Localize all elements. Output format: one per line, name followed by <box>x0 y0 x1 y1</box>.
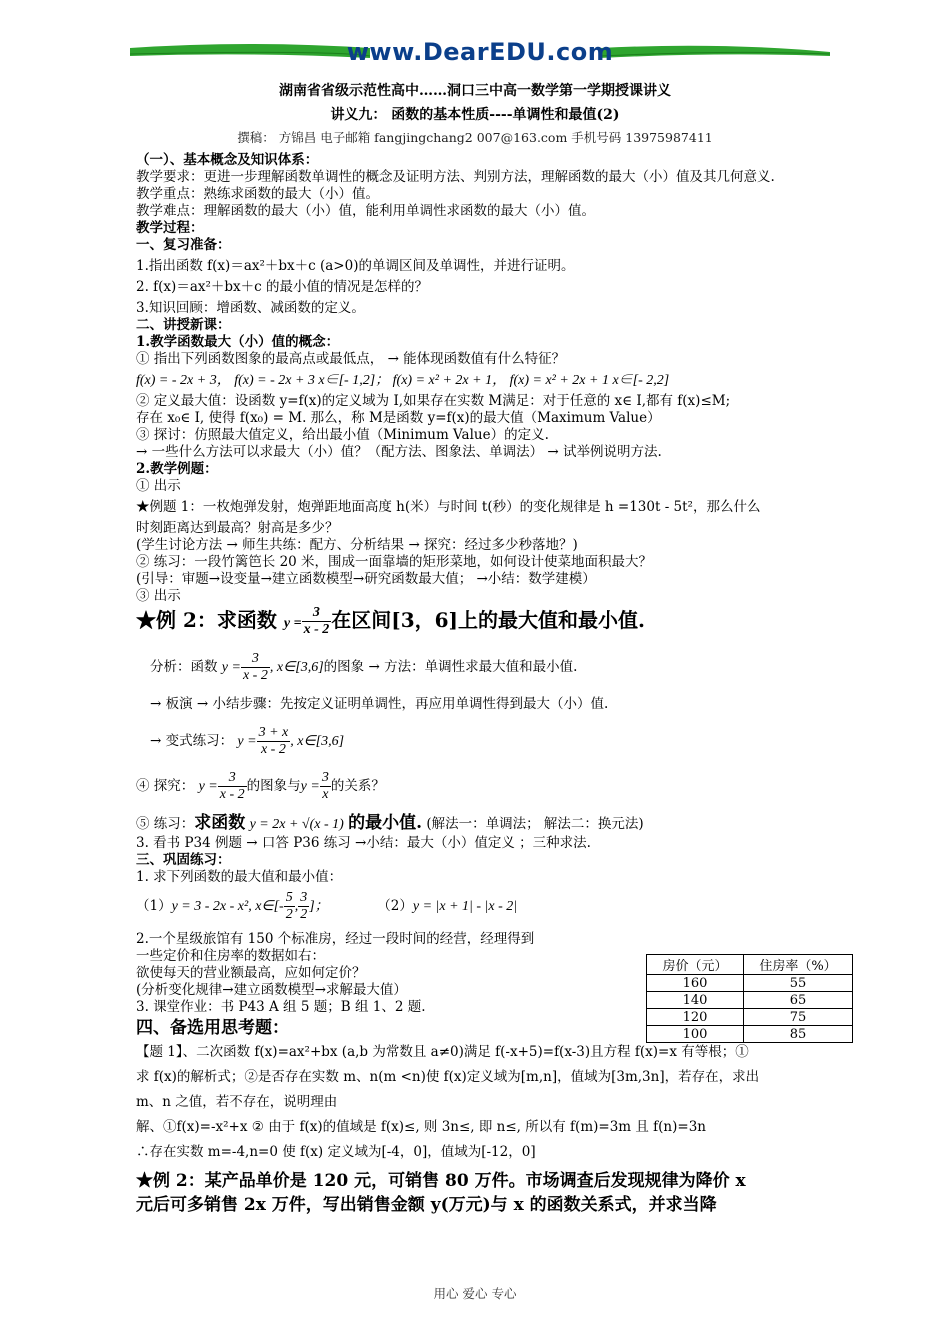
price-occupancy-table <box>646 954 853 1043</box>
question-1-line-2: 求 f(x)的解析式；②是否存在实数 m、n(m <n)使 f(x)定义域为[m,n]，值域为[3m,3n]，若存在，求出 <box>136 1069 760 1085</box>
variant-practice-line: → 变式练习： y = $\frac{3 + x}{x - 2}$ , x∈[3,6] <box>150 725 345 757</box>
header-author: 撰稿： 方锦昌 电子邮箱 fangjingchang2 007@163.com 手机号码 13975987411 <box>237 130 713 145</box>
section-heading: （一）、基本概念及知识体系： <box>136 152 319 168</box>
concept-formulas: f(x) = - 2x + 3， f(x) = - 2x + 3 x∈[- 1,2]； f(x) = x² + 2x + 1， f(x) = x² + 2x + 1 x∈[- 2,2] <box>136 373 670 388</box>
fraction: $\frac{3}{x - 2}$ <box>303 605 330 637</box>
read-book-line: 3. 看书 P34 例题 → 口答 P36 练习 →小结：最大（小）值定义 ；三种求法. <box>136 835 591 851</box>
hotel-problem-2: 一些定价和住房率的数据如右： <box>136 948 325 964</box>
examples-heading: 2.教学例题： <box>136 461 218 477</box>
review-heading: 一、复习准备： <box>136 237 231 253</box>
question-1-line-3: m、n 之值，若不存在，说明理由 <box>136 1094 338 1110</box>
question-1-solution-1: 解、①f(x)=-x²+x ② 由于 f(x)的值域是 f(x)≤, 则 3n≤, 即 n≤, 所以有 f(m)=3m 且 f(n)=3n <box>136 1119 706 1135</box>
consolidate-heading: 三、巩固练习： <box>136 852 231 868</box>
process-heading: 教学过程： <box>136 220 204 236</box>
explore-line: ④ 探究： y = $\frac{3}{x - 2}$ 的图象与y = $\frac{3}{x}$ 的关系？ <box>136 770 385 802</box>
question-1-solution-2: ∴存在实数 m=-4,n=0 使 f(x) 定义域为[-4，0]，值域为[-12，0] <box>136 1144 536 1160</box>
table-row: 160 55 <box>647 975 853 992</box>
teaching-difficulty: 教学难点：理解函数的最大（小）值，能利用单调性求函数的最大（小）值。 <box>136 203 595 219</box>
table-row: 100 85 <box>647 1026 853 1043</box>
teaching-focus: 教学重点：熟练求函数的最大（小）值。 <box>136 186 379 202</box>
concept-heading: 1.教学函数最大（小）值的概念： <box>136 334 340 350</box>
concept-item-1: ① 指出下列函数图象的最高点或最低点， → 能体现函数值有什么特征？ <box>136 351 566 367</box>
fraction: $\frac{5}{2}$ <box>285 890 293 922</box>
example-1-discussion: (学生讨论方法 → 师生共练：配方、分析结果 → 探究：经过多少秒落地？) <box>136 537 578 553</box>
consolidate-item-1: 1. 求下列函数的最大值和最小值： <box>136 869 343 885</box>
homework-line: 3. 课堂作业：书 P43 A 组 5 题；B 组 1、2 题. <box>136 999 426 1015</box>
show-3: ③ 出示 <box>136 588 181 604</box>
show-1: ① 出示 <box>136 478 181 494</box>
table-header-price: 房价（元） <box>647 955 744 975</box>
table-row: 120 75 <box>647 1009 853 1026</box>
analysis-line: 分析：函数 y = $\frac{3}{x - 2}$ , x∈[3,6]的图象 → 方法：单调性求最大值和最小值. <box>150 651 578 683</box>
table-header-row <box>647 955 853 975</box>
example-2b-line-1: ★例 2：某产品单价是 120 元，可销售 80 万件。市场调查后发现规律为降价 x <box>136 1171 746 1191</box>
example-1-line-1: ★例题 1：一枚炮弹发射，炮弹距地面高度 h(米）与时间 t(秒）的变化规律是 h =130t - 5t²，那么什么 <box>136 499 761 515</box>
fraction: $\frac{3}{x}$ <box>321 770 329 802</box>
fraction: $\frac{3}{x - 2}$ <box>242 651 268 683</box>
practice-min-line: ⑤ 练习：求函数 y = 2x + √(x - 1) 的最小值. (解法一：单调法； 解法二：换元法) <box>136 813 644 833</box>
board-demo-line: → 板演 → 小结步骤：先按定义证明单调性，再应用单调性得到最大（小）值. <box>150 696 609 712</box>
review-item-1: 1.指出函数 f(x)＝ax²＋bx＋c (a>0)的单调区间及单调性，并进行证明。 <box>136 258 575 274</box>
fraction: $\frac{3}{x - 2}$ <box>219 770 245 802</box>
review-item-2: 2. f(x)＝ax²＋bx＋c 的最小值的情况是怎样的？ <box>136 279 428 295</box>
site-logo-text: www.DearEDU.com <box>346 38 614 66</box>
header-title: 讲义九： 函数的基本性质----单调性和最值(2) <box>330 107 620 123</box>
methods-line: → 一些什么方法可以求最大（小）值？（配方法、图象法、单调法） → 试举例说明方法. <box>136 444 662 460</box>
content-body <box>136 152 864 1217</box>
consolidate-functions: （1）y = 3 - 2x - x², x∈[- $\frac{5}{2}$ , $\frac{3}{2}$ ]； （2）y = |x + 1| - |x - 2| <box>136 890 518 922</box>
hotel-problem-1: 2.一个星级旅馆有 150 个标准房，经过一段时间的经营，经理得到 <box>136 931 535 947</box>
max-definition-2: 存在 x₀∈ I, 使得 f(x₀) = M. 那么，称 M是函数 y=f(x)的最大值（Maximum Value） <box>136 410 661 426</box>
question-1-line-1: 【题 1】、二次函数 f(x)=ax²+bx (a,b 为常数且 a≠0)满足 f(-x+5)=f(x-3)且方程 f(x)=x 有等根；① <box>136 1044 749 1060</box>
header-school: 湖南省省级示范性高中……洞口三中高一数学第一学期授课讲义 <box>279 83 671 99</box>
table-row: 140 65 <box>647 992 853 1009</box>
hotel-problem-4: (分析变化规律→建立函数模型→求解最大值） <box>136 982 407 998</box>
fraction: $\frac{3}{2}$ <box>300 890 308 922</box>
review-item-3: 3.知识回顾：增函数、减函数的定义。 <box>136 300 365 316</box>
practice-fence: ② 练习：一段竹篱笆长 20 米，围成一面靠墙的矩形菜地，如何设计使菜地面积最大？ <box>136 554 653 570</box>
example-2-heading: ★例 2：求函数 y = $\frac{3}{x - 2}$ 在区间[3，6]上的最大值和最小值. <box>136 605 645 637</box>
example-2b-line-2: 元后可多销售 2x 万件，写出销售金额 y(万元)与 x 的函数关系式，并求当降 <box>136 1195 717 1215</box>
practice-guide: (引导：审题→设变量→建立函数模型→研究函数最大值； →小结：数学建模） <box>136 571 596 587</box>
lecture-heading: 二、讲授新课： <box>136 317 231 333</box>
table-header-rate: 住房率（%） <box>744 955 853 975</box>
site-banner <box>130 34 830 78</box>
fraction: $\frac{3 + x}{x - 2}$ <box>258 725 289 757</box>
teaching-goal: 教学要求：更进一步理解函数单调性的概念及证明方法、判别方法，理解函数的最大（小）值及其几何意义. <box>136 169 775 185</box>
min-definition: ③ 探讨：仿照最大值定义，给出最小值（Minimum Value）的定义. <box>136 427 549 443</box>
page-footer: 用心 爱心 专心 <box>433 1286 517 1301</box>
example-1-line-2: 时刻距离达到最高？射高是多少？ <box>136 520 339 536</box>
hotel-problem-3: 欲使每天的营业额最高，应如何定价？ <box>136 965 366 981</box>
thinking-heading: 四、备选用思考题： <box>136 1018 289 1038</box>
max-definition-1: ② 定义最大值：设函数 y=f(x)的定义域为 I,如果存在实数 M满足：对于任意的 x∈ I,都有 f(x)≤M; <box>136 393 731 409</box>
